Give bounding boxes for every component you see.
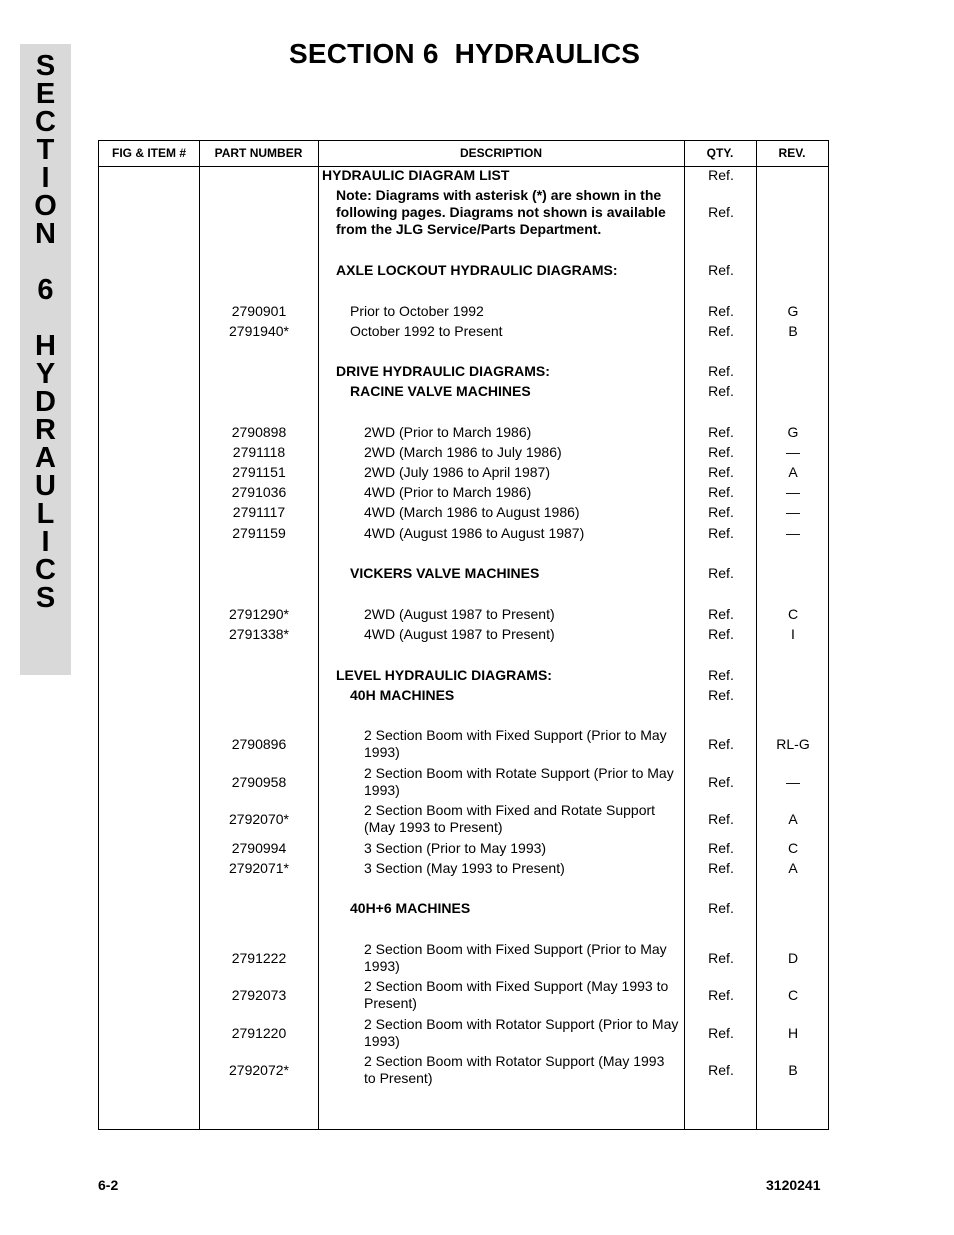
rev-cell: G bbox=[787, 424, 799, 440]
qty-cell: Ref. bbox=[708, 167, 734, 183]
side-tab-letter: I bbox=[41, 526, 50, 558]
description-cell: 2WD (July 1986 to April 1987) bbox=[364, 464, 550, 480]
description-cell: 2WD (Prior to March 1986) bbox=[364, 424, 532, 440]
description-cell: 2 Section Boom with Fixed Support (May 1993 to Present) bbox=[364, 978, 669, 1011]
column-divider bbox=[318, 141, 319, 1129]
qty-cell: Ref. bbox=[708, 667, 734, 683]
description-cell: 4WD (August 1986 to August 1987) bbox=[364, 525, 585, 541]
part-number-cell: 2791220 bbox=[231, 1025, 287, 1041]
description-cell: 3 Section (May 1993 to Present) bbox=[364, 860, 565, 876]
part-number-cell: 2791222 bbox=[231, 950, 287, 966]
side-tab-letter: T bbox=[36, 134, 55, 166]
rev-cell: B bbox=[788, 323, 798, 339]
part-number-cell: 2791159 bbox=[232, 525, 286, 541]
side-tab-letter: R bbox=[35, 414, 56, 446]
qty-cell: Ref. bbox=[708, 504, 734, 520]
description-cell: 40H MACHINES bbox=[350, 687, 455, 703]
side-tab-letter: D bbox=[35, 386, 56, 418]
header-part-number: PART NUMBER bbox=[214, 146, 303, 160]
qty-cell: Ref. bbox=[708, 860, 734, 876]
rev-cell: A bbox=[788, 464, 798, 480]
description-cell: VICKERS VALVE MACHINES bbox=[350, 565, 540, 581]
side-tab-letter: U bbox=[35, 470, 56, 502]
description-cell: 4WD (March 1986 to August 1986) bbox=[364, 504, 580, 520]
part-number-cell: 2791117 bbox=[232, 504, 286, 520]
description-cell: 2 Section Boom with Fixed and Rotate Support (May 1993 to Present) bbox=[364, 802, 656, 835]
qty-cell: Ref. bbox=[708, 774, 734, 790]
header-qty: QTY. bbox=[706, 146, 734, 160]
section-side-tab-letters bbox=[20, 52, 71, 612]
description-cell: 2 Section Boom with Rotator Support (May 1993 to Present) bbox=[364, 1053, 665, 1086]
side-tab-letter: C bbox=[35, 554, 56, 586]
rev-cell: — bbox=[786, 484, 800, 500]
qty-cell: Ref. bbox=[708, 303, 734, 319]
qty-cell: Ref. bbox=[708, 204, 734, 220]
rev-cell: C bbox=[787, 987, 799, 1003]
description-cell: HYDRAULIC DIAGRAM LIST bbox=[322, 167, 510, 183]
part-number-cell: 2791290* bbox=[229, 606, 289, 622]
rev-cell: A bbox=[788, 860, 798, 876]
rev-cell: — bbox=[786, 504, 800, 520]
side-tab-letter: O bbox=[34, 190, 57, 222]
qty-cell: Ref. bbox=[708, 811, 734, 827]
side-tab-letter: S bbox=[35, 50, 56, 82]
header-description: DESCRIPTION bbox=[459, 146, 542, 160]
document-number: 3120241 bbox=[766, 1177, 821, 1193]
rev-cell: B bbox=[788, 1062, 798, 1078]
qty-cell: Ref. bbox=[708, 900, 734, 916]
side-tab-letter: L bbox=[36, 498, 55, 530]
header-fig-item: FIG & ITEM # bbox=[111, 146, 186, 160]
part-number-cell: 2791036 bbox=[231, 484, 287, 500]
description-cell: 40H+6 MACHINES bbox=[350, 900, 471, 916]
rev-cell: A bbox=[788, 811, 798, 827]
part-number-cell: 2790898 bbox=[231, 424, 287, 440]
parts-table bbox=[98, 140, 829, 1130]
description-cell: RACINE VALVE MACHINES bbox=[350, 383, 531, 399]
qty-cell: Ref. bbox=[708, 950, 734, 966]
part-number-cell: 2790901 bbox=[231, 303, 287, 319]
qty-cell: Ref. bbox=[708, 525, 734, 541]
qty-cell: Ref. bbox=[708, 606, 734, 622]
side-tab-letter: Y bbox=[35, 358, 56, 390]
qty-cell: Ref. bbox=[708, 565, 734, 581]
qty-cell: Ref. bbox=[708, 363, 734, 379]
side-tab-letter: N bbox=[35, 218, 56, 250]
rev-cell: C bbox=[787, 840, 799, 856]
qty-cell: Ref. bbox=[708, 383, 734, 399]
part-number-cell: 2792070* bbox=[229, 811, 289, 827]
qty-cell: Ref. bbox=[708, 484, 734, 500]
qty-cell: Ref. bbox=[708, 1062, 734, 1078]
description-cell: Prior to October 1992 bbox=[350, 303, 484, 319]
rev-cell: C bbox=[787, 606, 799, 622]
description-cell: 2 Section Boom with Rotate Support (Prior to May 1993) bbox=[364, 765, 674, 798]
part-number-cell: 2792072* bbox=[229, 1062, 289, 1078]
side-tab-letter: A bbox=[35, 442, 56, 474]
part-number-cell: 2791118 bbox=[232, 444, 286, 460]
qty-cell: Ref. bbox=[708, 987, 734, 1003]
qty-cell: Ref. bbox=[708, 323, 734, 339]
qty-cell: Ref. bbox=[708, 626, 734, 642]
side-tab-letter: S bbox=[35, 582, 56, 614]
rev-cell: — bbox=[786, 525, 800, 541]
rev-cell: — bbox=[786, 444, 800, 460]
description-cell: 4WD (August 1987 to Present) bbox=[364, 626, 555, 642]
part-number-cell: 2790958 bbox=[231, 774, 287, 790]
description-cell: 2WD (August 1987 to Present) bbox=[364, 606, 555, 622]
side-tab-letter: C bbox=[35, 106, 56, 138]
header-rev: REV. bbox=[778, 146, 806, 160]
qty-cell: Ref. bbox=[708, 464, 734, 480]
part-number-cell: 2791151 bbox=[232, 464, 286, 480]
side-tab-letter: H bbox=[35, 330, 56, 362]
part-number-cell: 2792073 bbox=[231, 987, 287, 1003]
side-tab-letter: E bbox=[35, 78, 56, 110]
description-cell: LEVEL HYDRAULIC DIAGRAMS: bbox=[336, 667, 552, 683]
side-tab-letter: I bbox=[41, 162, 50, 194]
description-cell: October 1992 to Present bbox=[350, 323, 503, 339]
part-number-cell: 2791338* bbox=[229, 626, 289, 642]
rev-cell: D bbox=[787, 950, 799, 966]
qty-cell: Ref. bbox=[708, 424, 734, 440]
rev-cell: G bbox=[787, 303, 799, 319]
description-cell: DRIVE HYDRAULIC DIAGRAMS: bbox=[336, 363, 550, 379]
description-cell: 2WD (March 1986 to July 1986) bbox=[364, 444, 562, 460]
rev-cell: RL-G bbox=[776, 736, 810, 752]
qty-cell: Ref. bbox=[708, 840, 734, 856]
page-title: SECTION 6 HYDRAULICS bbox=[289, 38, 641, 69]
rev-cell: I bbox=[791, 626, 795, 642]
part-number-cell: 2791940* bbox=[229, 323, 289, 339]
description-cell: Note: Diagrams with asterisk (*) are shown in the following pages. Diagrams not shown is available from the JLG Service/Parts Department. bbox=[336, 187, 666, 237]
qty-cell: Ref. bbox=[708, 444, 734, 460]
part-number-cell: 2792071* bbox=[229, 860, 289, 876]
rev-cell: — bbox=[786, 774, 800, 790]
description-cell: 4WD (Prior to March 1986) bbox=[364, 484, 532, 500]
description-cell: 2 Section Boom with Fixed Support (Prior to May 1993) bbox=[364, 727, 667, 760]
part-number-cell: 2790896 bbox=[231, 736, 287, 752]
description-cell: 2 Section Boom with Fixed Support (Prior to May 1993) bbox=[364, 941, 667, 974]
qty-cell: Ref. bbox=[708, 687, 734, 703]
part-number-cell: 2790994 bbox=[231, 840, 287, 856]
page-number: 6-2 bbox=[98, 1177, 119, 1193]
description-cell: 3 Section (Prior to May 1993) bbox=[364, 840, 547, 856]
description-cell: AXLE LOCKOUT HYDRAULIC DIAGRAMS: bbox=[336, 262, 618, 278]
side-tab-letter: 6 bbox=[37, 274, 54, 306]
rev-cell: H bbox=[787, 1025, 799, 1041]
qty-cell: Ref. bbox=[708, 1025, 734, 1041]
description-cell: 2 Section Boom with Rotator Support (Prior to May 1993) bbox=[364, 1016, 679, 1049]
qty-cell: Ref. bbox=[708, 736, 734, 752]
qty-cell: Ref. bbox=[708, 262, 734, 278]
